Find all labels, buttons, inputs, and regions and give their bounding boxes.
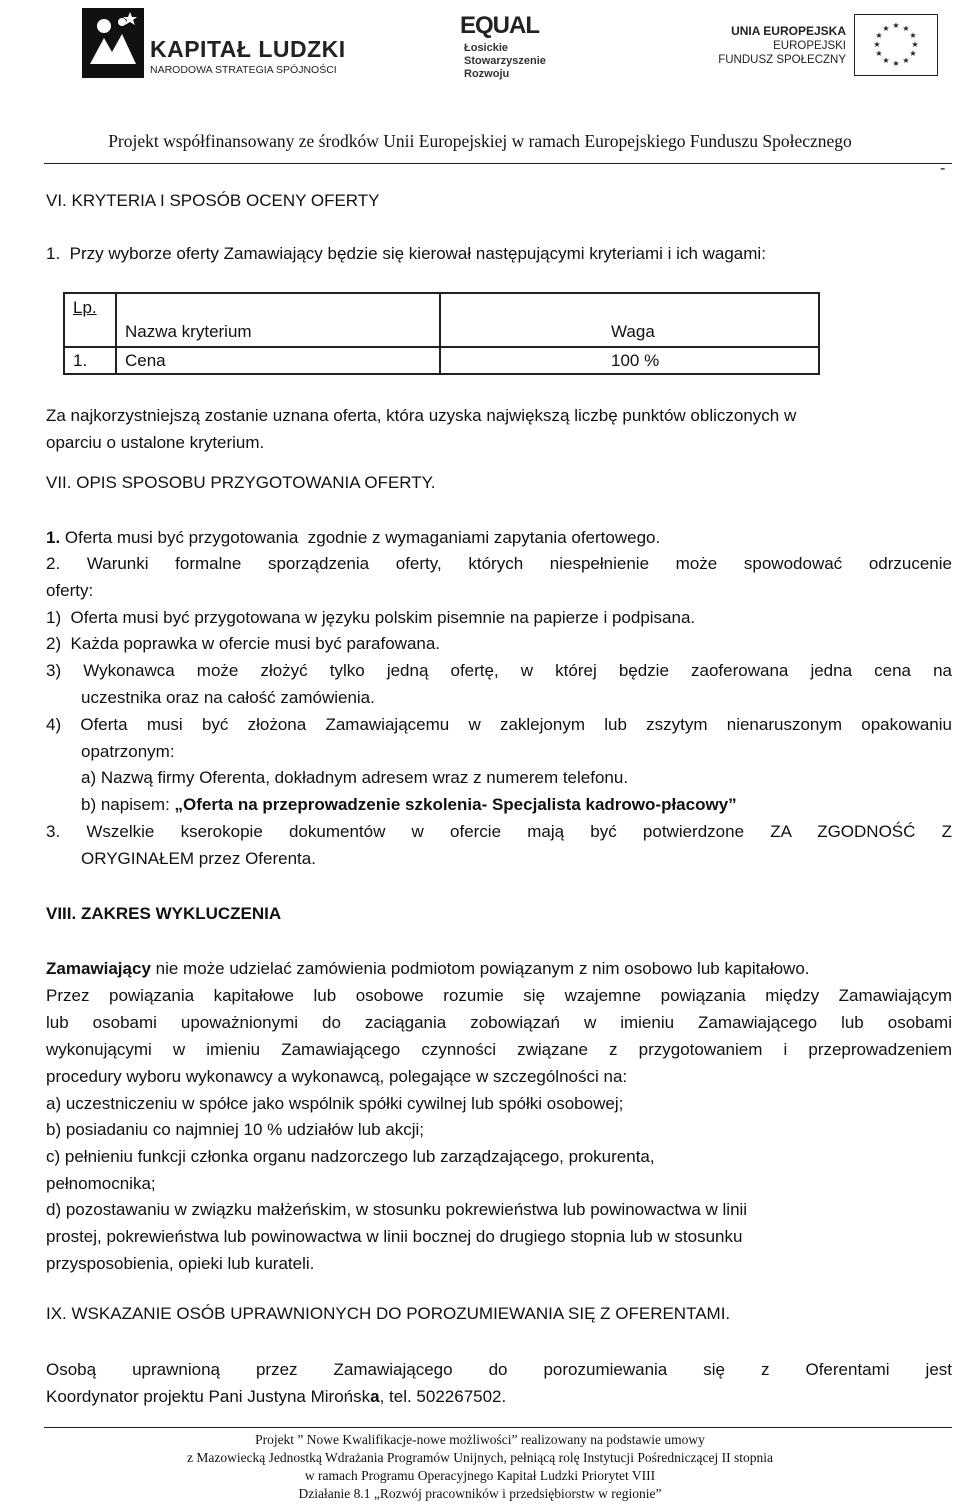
section-7-point-2-line2: oferty:: [46, 581, 94, 600]
section-7-item-4-line1: 4) Oferta musi być złożona Zamawiającemu w zaklejonym lub zszytym nienaruszonym opakowaniu: [46, 715, 952, 734]
section-8-item-c-line2: pełnomocnika;: [46, 1174, 156, 1193]
logo-unia-europejska: [710, 14, 938, 84]
kapital-ludzki-subtitle: NARODOWA STRATEGIA SPÓJNOŚCI: [150, 64, 337, 76]
col-header-weight: Waga: [440, 293, 819, 347]
svg-text:★: ★: [909, 49, 917, 58]
section-6-title: VI. KRYTERIA I SPOSÓB OCENY OFERTY: [46, 191, 380, 210]
section-8-item-c-line1: c) pełnieniu funkcji członka organu nadzorczego lub zarządzającego, prokurenta,: [46, 1147, 655, 1166]
section-9-line-2: Koordynator projektu Pani Justyna Mirońska, tel. 502267502.: [46, 1387, 507, 1406]
section-8-line-5: procedury wyboru wykonawcy a wykonawcą, polegające w szczególności na:: [46, 1067, 628, 1086]
section-8-line-3: lub osobami upoważnionymi do zaciągania zobowiązań w imieniu Zamawiającego lub osobami: [46, 1013, 952, 1032]
svg-text:★: ★: [892, 59, 900, 68]
ue-line2: EUROPEJSKI: [773, 40, 846, 52]
table-row: [64, 347, 819, 374]
svg-text:★: ★: [875, 31, 883, 40]
svg-text:★: ★: [875, 49, 883, 58]
header-dash: -: [940, 160, 946, 177]
table-header-row: [64, 293, 819, 347]
row-weight: 100 %: [440, 347, 819, 374]
row-lp: 1.: [64, 347, 116, 374]
svg-text:★: ★: [902, 56, 910, 65]
kapital-ludzki-title: KAPITAŁ LUDZKI: [150, 36, 346, 62]
section-8-item-a: a) uczestniczeniu w spółce jako wspólnik spółki cywilnej lub spółki osobowej;: [46, 1094, 624, 1113]
section-7-point-3-line1: 3. Wszelkie kserokopie dokumentów w ofercie mają być potwierdzone ZA ZGODNOŚĆ Z: [46, 822, 952, 841]
equal-line2: Stowarzyszenie: [464, 55, 546, 67]
section-7-point-3-line2: ORYGINAŁEM przez Oferenta.: [81, 849, 316, 868]
section-7-item-3-line1: 3) Wykonawca może złożyć tylko jedną ofertę, w której będzie zaoferowana jedna cena na: [46, 661, 952, 680]
svg-text:★: ★: [892, 21, 900, 30]
equal-line1: Łosickie: [464, 42, 509, 54]
svg-text:★: ★: [911, 40, 919, 49]
footer-line-3: w ramach Programu Operacyjnego Kapitał Ludzki Priorytet VIII: [304, 1468, 656, 1483]
header-divider: [44, 163, 952, 164]
section-7-item-2: 2) Każda poprawka w ofercie musi być parafowana.: [46, 634, 441, 653]
section-7-item-4b: b) napisem: „Oferta na przeprowadzenie szkolenia- Specjalista kadrowo-płacowy”: [81, 795, 737, 814]
section-9-title: IX. WSKAZANIE OSÓB UPRAWNIONYCH DO POROZUMIEWANIA SIĘ Z OFERENTAMI.: [46, 1304, 731, 1323]
section-8-title: VIII. ZAKRES WYKLUCZENIA: [46, 904, 282, 923]
section-8-item-b: b) posiadaniu co najmniej 10 % udziałów lub akcji;: [46, 1120, 424, 1139]
svg-text:★: ★: [882, 24, 890, 33]
section-8-line-2: Przez powiązania kapitałowe lub osobowe rozumie się wzajemne powiązania między Zamawiającym: [46, 986, 952, 1005]
section-7-item-4a: a) Nazwą firmy Oferenta, dokładnym adresem wraz z numerem telefonu.: [81, 768, 629, 787]
footer-line-1: Projekt ” Nowe Kwalifikacje-nowe możliwości” realizowany na podstawie umowy: [255, 1432, 705, 1447]
section-7-point-1: 1. Oferta musi być przygotowania zgodnie z wymaganiami zapytania ofertowego.: [46, 528, 661, 547]
equal-line3: Rozwoju: [464, 68, 510, 80]
section-8-item-d-line3: przysposobienia, opieki lub kurateli.: [46, 1254, 315, 1273]
eu-flag-icon: [854, 14, 938, 76]
ue-line1: UNIA EUROPEJSKA: [731, 24, 846, 38]
section-8-line-4: wykonującymi w imieniu Zamawiającego czynności związane z przygotowaniem i przeprowadzeniem: [46, 1040, 952, 1059]
section-7-item-4-line2: opatrzonym:: [81, 742, 175, 761]
ue-line3: FUNDUSZ SPOŁECZNY: [718, 54, 846, 66]
logo-kapital-ludzki: [82, 8, 352, 84]
funding-statement: Projekt współfinansowany ze środków Unii Europejskiej w ramach Europejskiego Funduszu Społecznego: [108, 131, 852, 151]
section-7-title: VII. OPIS SPOSOBU PRZYGOTOWANIA OFERTY.: [46, 473, 436, 492]
footer-line-2: z Mazowiecką Jednostką Wdrażania Programów Unijnych, pełniącą rolę Instytucji Pośredniczącej II stopnia: [186, 1450, 774, 1465]
section-6-para-line1: Za najkorzystniejszą zostanie uznana oferta, która uzyska największą liczbę punktów obliczonych w: [46, 406, 797, 425]
svg-text:★: ★: [873, 40, 881, 49]
col-header-lp: Lp.: [64, 293, 116, 347]
section-8-item-d-line2: prostej, pokrewieństwa lub powinowactwa w linii bocznej do drugiego stopnia lub w stosunku: [46, 1227, 743, 1246]
svg-text:★: ★: [909, 31, 917, 40]
section-7-item-3-line2: uczestnika oraz na całość zamówienia.: [81, 688, 375, 707]
equal-mark: EQUAL: [460, 12, 539, 39]
footer-line-4: Działanie 8.1 „Rozwój pracowników i przedsiębiorstw w regionie”: [298, 1486, 662, 1501]
col-header-name: Nazwa kryterium: [116, 293, 440, 347]
svg-text:★: ★: [882, 56, 890, 65]
footer-divider: [44, 1427, 952, 1428]
row-name: Cena: [116, 347, 440, 374]
logo-equal-lsr: [458, 12, 588, 82]
section-8-item-d-line1: d) pozostawaniu w związku małżeńskim, w stosunku pokrewieństwa lub powinowactwa w linii: [46, 1200, 748, 1219]
section-6-intro: 1. Przy wyborze oferty Zamawiający będzie się kierował następującymi kryteriami i ich wagami:: [46, 244, 766, 263]
svg-text:★: ★: [902, 24, 910, 33]
criteria-table: [63, 292, 820, 375]
section-9-line-1: Osobą uprawnioną przez Zamawiającego do porozumiewania się z Oferentami jest: [46, 1360, 952, 1379]
section-7-point-2-line1: 2. Warunki formalne sporządzenia oferty, których niespełnienie może spowodować odrzucenie: [46, 554, 952, 573]
section-7-item-1: 1) Oferta musi być przygotowana w języku polskim pisemnie na papierze i podpisana.: [46, 608, 696, 627]
section-8-lead: Zamawiający nie może udzielać zamówienia podmiotom powiązanym z nim osobowo lub kapitałowo.: [46, 959, 810, 978]
kapital-ludzki-emblem-icon: [82, 8, 144, 78]
section-6-para-line2: oparciu o ustalone kryterium.: [46, 433, 265, 452]
